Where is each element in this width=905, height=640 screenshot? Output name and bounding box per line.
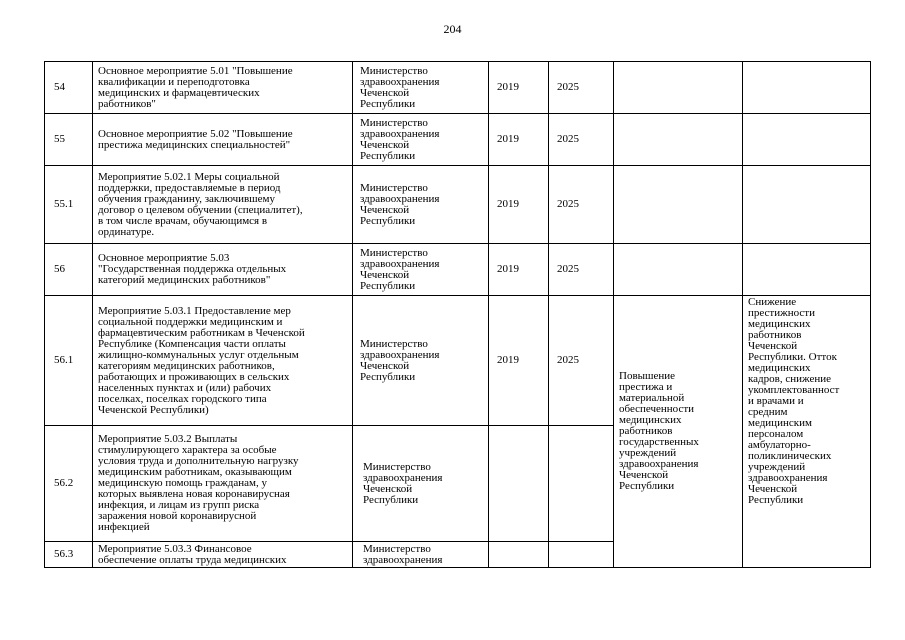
row-number-cell: 55 <box>45 114 93 166</box>
end-year-cell <box>549 426 614 542</box>
start-year-cell <box>489 542 549 568</box>
executor-cell: Министерство здравоохранения Чеченской Республики <box>353 166 489 244</box>
executor-cell: Министерство здравоохранения Чеченской Республики <box>353 426 489 542</box>
activity-name-cell: Основное мероприятие 5.03 "Государственная поддержка отдельных категорий медицинских работников" <box>93 244 353 296</box>
end-year-cell: 2025 <box>549 62 614 114</box>
end-year-cell: 2025 <box>549 114 614 166</box>
start-year-cell: 2019 <box>489 114 549 166</box>
row-number-cell: 56.1 <box>45 296 93 426</box>
end-year-cell: 2025 <box>549 296 614 426</box>
start-year-cell: 2019 <box>489 296 549 426</box>
risk-cell <box>743 166 871 244</box>
result-cell <box>614 244 743 296</box>
table-row <box>45 62 871 114</box>
activity-name-cell: Основное мероприятие 5.01 "Повышение квалификации и переподготовка медицинских и фармацевтических работников" <box>93 62 353 114</box>
row-number-cell: 54 <box>45 62 93 114</box>
activity-name-cell: Мероприятие 5.03.3 Финансовое обеспечение оплаты труда медицинских <box>93 542 353 568</box>
merged-risk-cell: Снижение престижности медицинских работников Чеченской Республики. Отток медицинских кадров, снижение укомплектованност и врачами и средним медицинским персоналом амбулаторно- поликлинических учреждений здравоохранения Чеченской Республики <box>743 296 871 568</box>
result-cell <box>614 166 743 244</box>
end-year-cell: 2025 <box>549 166 614 244</box>
executor-cell: Министерство здравоохранения Чеченской Республики <box>353 62 489 114</box>
risk-cell <box>743 62 871 114</box>
risk-cell <box>743 114 871 166</box>
activity-name-cell: Мероприятие 5.02.1 Меры социальной поддержки, предоставляемые в период обучения гражданину, заключившему договор о целевом обучении (специалитет), в том числе врачам, обучающимся в ординатуре. <box>93 166 353 244</box>
start-year-cell <box>489 426 549 542</box>
page-number: 204 <box>443 22 462 36</box>
activity-name-cell: Мероприятие 5.03.1 Предоставление мер социальной поддержки медицинским и фармацевтическим работникам в Чеченской Республике (Компенсация части оплаты жилищно-коммунальных услуг отдельным категориям медицинских работников, работающих и проживающих в сельских населенных пунктах и (или) рабочих поселках, поселках городского типа Чеченской Республики) <box>93 296 353 426</box>
table-row <box>45 166 871 244</box>
start-year-cell: 2019 <box>489 62 549 114</box>
row-number-cell: 56.3 <box>45 542 93 568</box>
merged-result-cell: Повышение престижа и материальной обеспеченности медицинских работников государственных учреждений здравоохранения Чеченской Республики <box>614 296 743 568</box>
executor-cell: Министерство здравоохранения Чеченской Республики <box>353 244 489 296</box>
end-year-cell <box>549 542 614 568</box>
row-number-cell: 55.1 <box>45 166 93 244</box>
program-activities-table <box>44 61 871 568</box>
activity-name-cell: Мероприятие 5.03.2 Выплаты стимулирующего характера за особые условия труда и дополнительную нагрузку медицинским работникам, оказывающим медицинскую помощь гражданам, у которых выявлена новая коронавирусная инфекция, и лицам из групп риска заражения новой коронавирусной инфекцией <box>93 426 353 542</box>
row-number-cell: 56.2 <box>45 426 93 542</box>
executor-cell: Министерство здравоохранения Чеченской Республики <box>353 296 489 426</box>
result-cell <box>614 62 743 114</box>
executor-cell: Министерство здравоохранения <box>353 542 489 568</box>
end-year-cell: 2025 <box>549 244 614 296</box>
activity-name-cell: Основное мероприятие 5.02 "Повышение престижа медицинских специальностей" <box>93 114 353 166</box>
table-row <box>45 244 871 296</box>
executor-cell: Министерство здравоохранения Чеченской Республики <box>353 114 489 166</box>
start-year-cell: 2019 <box>489 166 549 244</box>
result-cell <box>614 114 743 166</box>
table-row <box>45 114 871 166</box>
row-number-cell: 56 <box>45 244 93 296</box>
risk-cell <box>743 244 871 296</box>
table-row <box>45 296 871 426</box>
start-year-cell: 2019 <box>489 244 549 296</box>
